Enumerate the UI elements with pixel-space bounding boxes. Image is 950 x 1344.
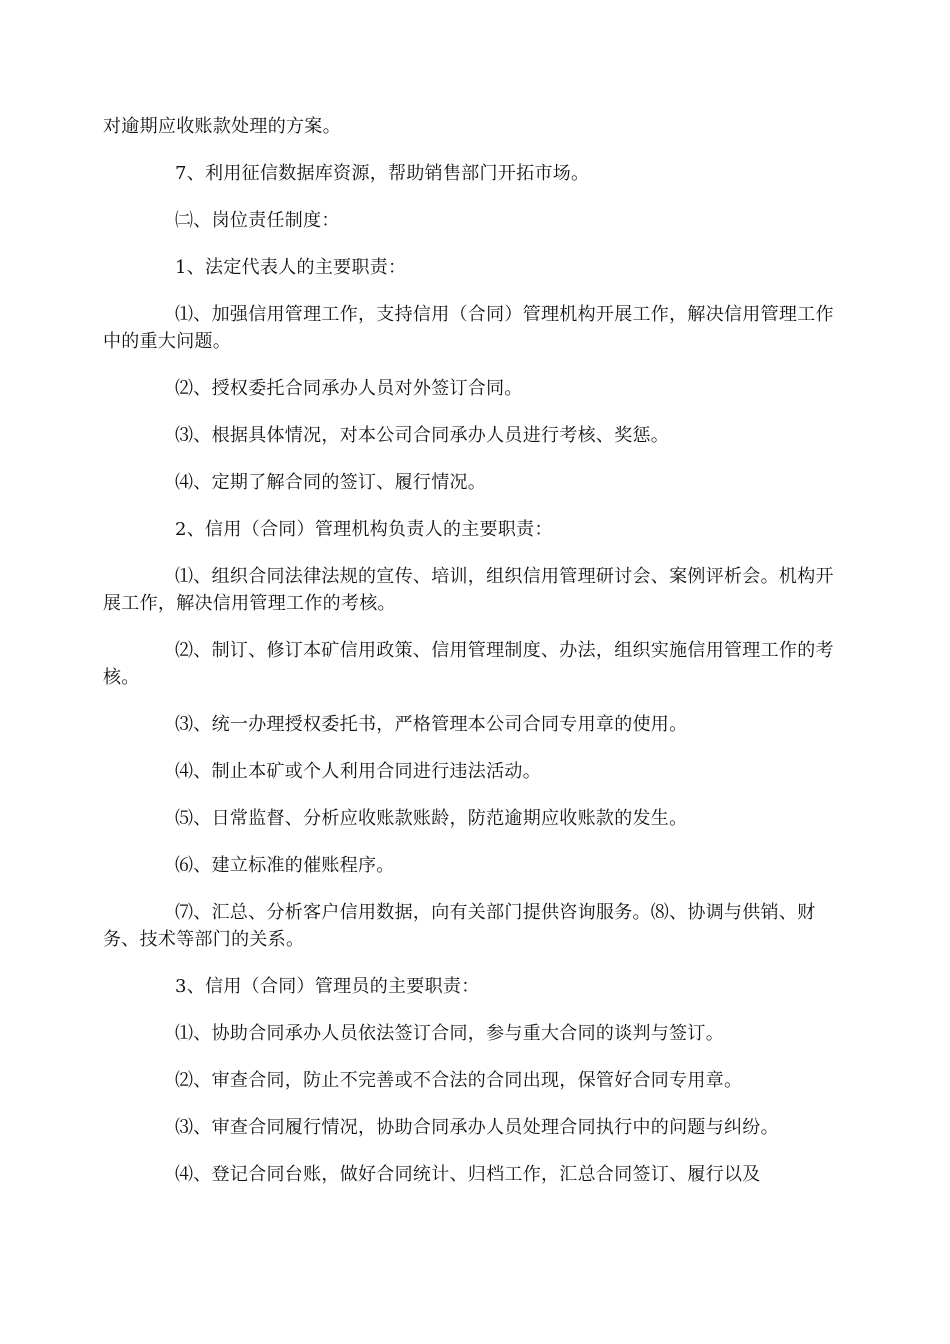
paragraph: ⑴、组织合同法律法规的宣传、培训，组织信用管理研讨会、案例评析会。机构开展工作，解决信用管理工作的考核。 (103, 566, 834, 614)
subsection-heading: 3、信用（合同）管理员的主要职责： (175, 976, 480, 997)
subsection-heading: 1、法定代表人的主要职责： (175, 257, 407, 278)
paragraph: ⑷、登记合同台账，做好合同统计、归档工作，汇总合同签订、履行以及 (175, 1164, 761, 1185)
paragraph: ⑶、根据具体情况，对本公司合同承办人员进行考核、奖惩。 (175, 425, 670, 446)
paragraph: ⑵、授权委托合同承办人员对外签订合同。 (175, 378, 523, 399)
paragraph: ⑴、协助合同承办人员依法签订合同，参与重大合同的谈判与签订。 (175, 1023, 724, 1044)
paragraph: ⑷、制止本矿或个人利用合同进行违法活动。 (175, 761, 541, 782)
paragraph: 对逾期应收账款处理的方案。 (103, 116, 341, 137)
paragraph: ⑵、审查合同，防止不完善或不合法的合同出现，保管好合同专用章。 (175, 1070, 743, 1091)
paragraph: ⑸、日常监督、分析应收账款账龄，防范逾期应收账款的发生。 (175, 808, 688, 829)
paragraph: ⑶、审查合同履行情况，协助合同承办人员处理合同执行中的问题与纠纷。 (175, 1117, 779, 1138)
paragraph: ⑹、建立标准的催账程序。 (175, 855, 395, 876)
paragraph: ⑷、定期了解合同的签订、履行情况。 (175, 472, 487, 493)
paragraph: ⑵、制订、修订本矿信用政策、信用管理制度、办法，组织实施信用管理工作的考核。 (103, 640, 834, 688)
paragraph: ⑺、汇总、分析客户信用数据，向有关部门提供咨询服务。⑻、协调与供销、财务、技术等部门的关系。 (103, 902, 816, 950)
subsection-heading: 2、信用（合同）管理机构负责人的主要职责： (175, 519, 553, 540)
paragraph: 7、利用征信数据库资源，帮助销售部门开拓市场。 (175, 163, 590, 184)
document-body (103, 113, 843, 1208)
paragraph: ⑶、统一办理授权委托书，严格管理本公司合同专用章的使用。 (175, 714, 688, 735)
paragraph: ⑴、加强信用管理工作，支持信用（合同）管理机构开展工作，解决信用管理工作中的重大问题。 (103, 304, 834, 352)
section-heading: ㈡、岗位责任制度： (175, 210, 340, 231)
